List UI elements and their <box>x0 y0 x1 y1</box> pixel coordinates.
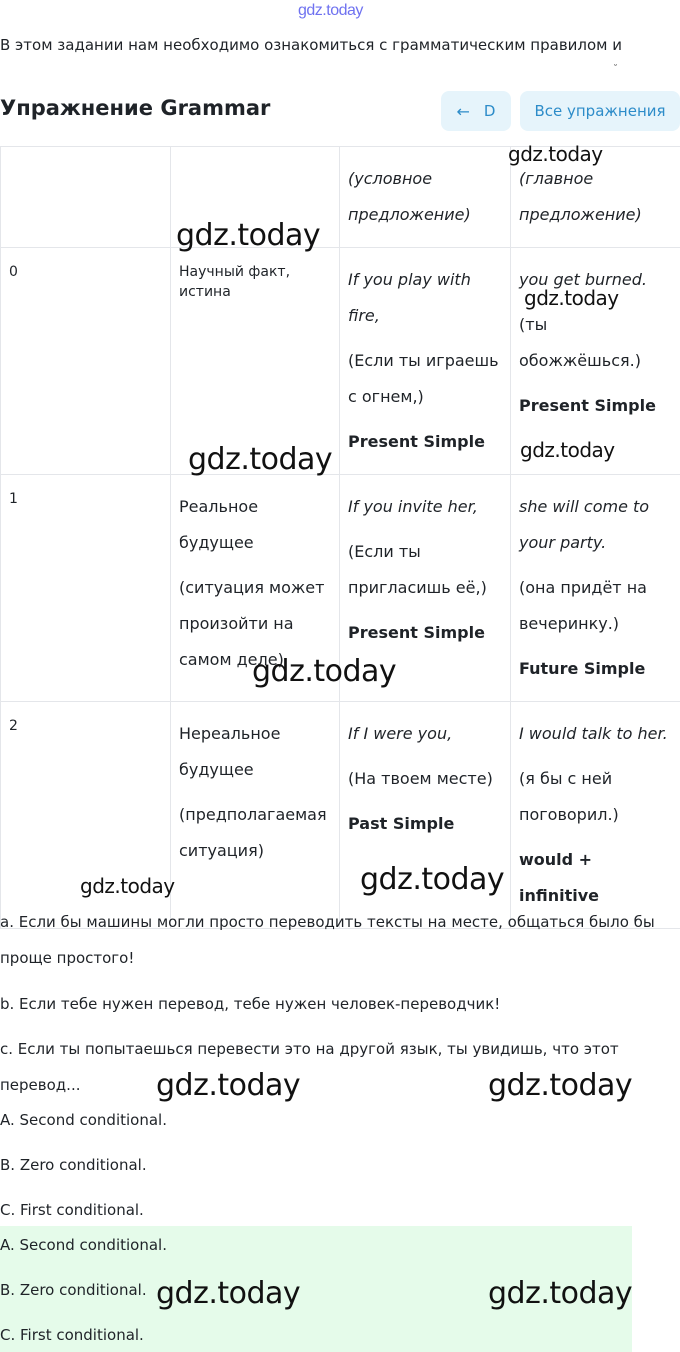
sentence-c: c. Если ты попытаешься перевести это на другой язык, ты увидишь, что этот перевод... <box>0 1040 619 1094</box>
table-cell <box>511 475 680 702</box>
main-clause-tense: Present Simple <box>519 396 656 415</box>
option-b: B. Zero conditional. <box>0 1156 147 1174</box>
watermark: gdz.today <box>520 438 615 462</box>
conditional-type: 0 <box>9 264 18 280</box>
main-clause-tense: would + infinitive <box>519 850 600 905</box>
watermark: gdz.today <box>524 286 619 310</box>
if-clause-example: If you play with fire, <box>348 270 471 325</box>
if-clause-tense: Present Simple <box>348 432 485 451</box>
page-title: Упражнение Grammar <box>0 96 271 120</box>
table-cell <box>511 147 680 248</box>
answer-c: C. First conditional. <box>0 1326 144 1344</box>
all-exercises-button[interactable]: Все упражнения <box>520 91 680 131</box>
table-cell <box>340 475 511 702</box>
conditional-type: 1 <box>9 491 18 507</box>
main-clause-example: she will come to your party. <box>519 497 650 552</box>
table-cell <box>1 147 171 248</box>
arrow-left-icon: ← <box>456 101 470 121</box>
table-cell <box>340 702 511 929</box>
table-row <box>1 147 680 248</box>
option-a: A. Second conditional. <box>0 1111 167 1129</box>
if-clause-example: If you invite her, <box>348 497 478 516</box>
table-cell <box>171 702 340 929</box>
conditional-meaning: Реальное будущее <box>179 497 259 552</box>
watermark: gdz.today <box>360 862 505 897</box>
intro-text: В этом задании нам необходимо ознакомиться с грамматическим правилом и <box>0 36 623 54</box>
answer-b: B. Zero conditional. <box>0 1281 147 1299</box>
main-clause-translation: (ты обожжёшься.) <box>519 315 641 370</box>
site-logo-mark: gdz.today <box>298 2 363 19</box>
main-clause-example: I would talk to her. <box>519 724 668 743</box>
conditional-type: 2 <box>9 718 18 734</box>
table-row <box>1 475 680 702</box>
watermark: gdz.today <box>188 442 333 477</box>
sentence-b: b. Если тебе нужен перевод, тебе нужен человек-переводчик! <box>0 995 501 1013</box>
if-clause-translation: (Если ты играешь с огнем,) <box>348 351 499 406</box>
table-row <box>1 702 680 929</box>
table-cell <box>511 702 680 929</box>
table-cell <box>340 248 511 475</box>
if-clause-tense: Present Simple <box>348 623 485 642</box>
table-cell <box>511 248 680 475</box>
if-clause-example: If I were you, <box>348 724 453 743</box>
table-cell <box>1 475 171 702</box>
sentence-a: a. Если бы машины могли просто переводить тексты на месте, общаться было бы проще простого! <box>0 913 655 967</box>
watermark: gdz.today <box>176 218 321 253</box>
watermark: gdz.today <box>156 1068 301 1103</box>
table-cell <box>340 147 511 248</box>
main-clause-translation: (я бы с ней поговорил.) <box>519 769 619 824</box>
option-c: C. First conditional. <box>0 1201 144 1219</box>
previous-exercise-label: D <box>483 102 496 120</box>
previous-exercise-button[interactable] <box>441 91 511 131</box>
main-clause-tense: Future Simple <box>519 659 646 678</box>
table-cell <box>171 147 340 248</box>
watermark: gdz.today <box>488 1276 633 1311</box>
watermark: gdz.today <box>252 654 397 689</box>
conditionals-table <box>0 146 680 929</box>
table-cell <box>1 248 171 475</box>
watermark: gdz.today <box>508 142 603 166</box>
conditional-meaning-note: (предполагаемая ситуация) <box>179 805 327 860</box>
table-cell <box>1 702 171 929</box>
main-clause-example: you get burned. <box>519 270 647 289</box>
watermark: gdz.today <box>488 1068 633 1103</box>
if-clause-translation: (Если ты пригласишь её,) <box>348 542 487 597</box>
watermark: gdz.today <box>156 1276 301 1311</box>
answer-a: A. Second conditional. <box>0 1236 167 1254</box>
table-row <box>1 248 680 475</box>
main-clause-header: (главное предложение) <box>519 169 642 224</box>
table-cell <box>171 248 340 475</box>
main-clause-translation: (она придёт на вечеринку.) <box>519 578 647 633</box>
conditional-meaning: Нереальное будущее <box>179 724 281 779</box>
table-cell <box>171 475 340 702</box>
watermark: gdz.today <box>80 874 175 898</box>
decorative-mark: ˘ <box>613 64 618 75</box>
if-clause-tense: Past Simple <box>348 814 455 833</box>
conditional-meaning-note: (ситуация может произойти на самом деле) <box>179 578 325 669</box>
if-clause-translation: (На твоем месте) <box>348 769 493 788</box>
conditional-meaning: Научный факт, истина <box>179 264 291 300</box>
condition-clause-header: (условное предложение) <box>348 169 471 224</box>
